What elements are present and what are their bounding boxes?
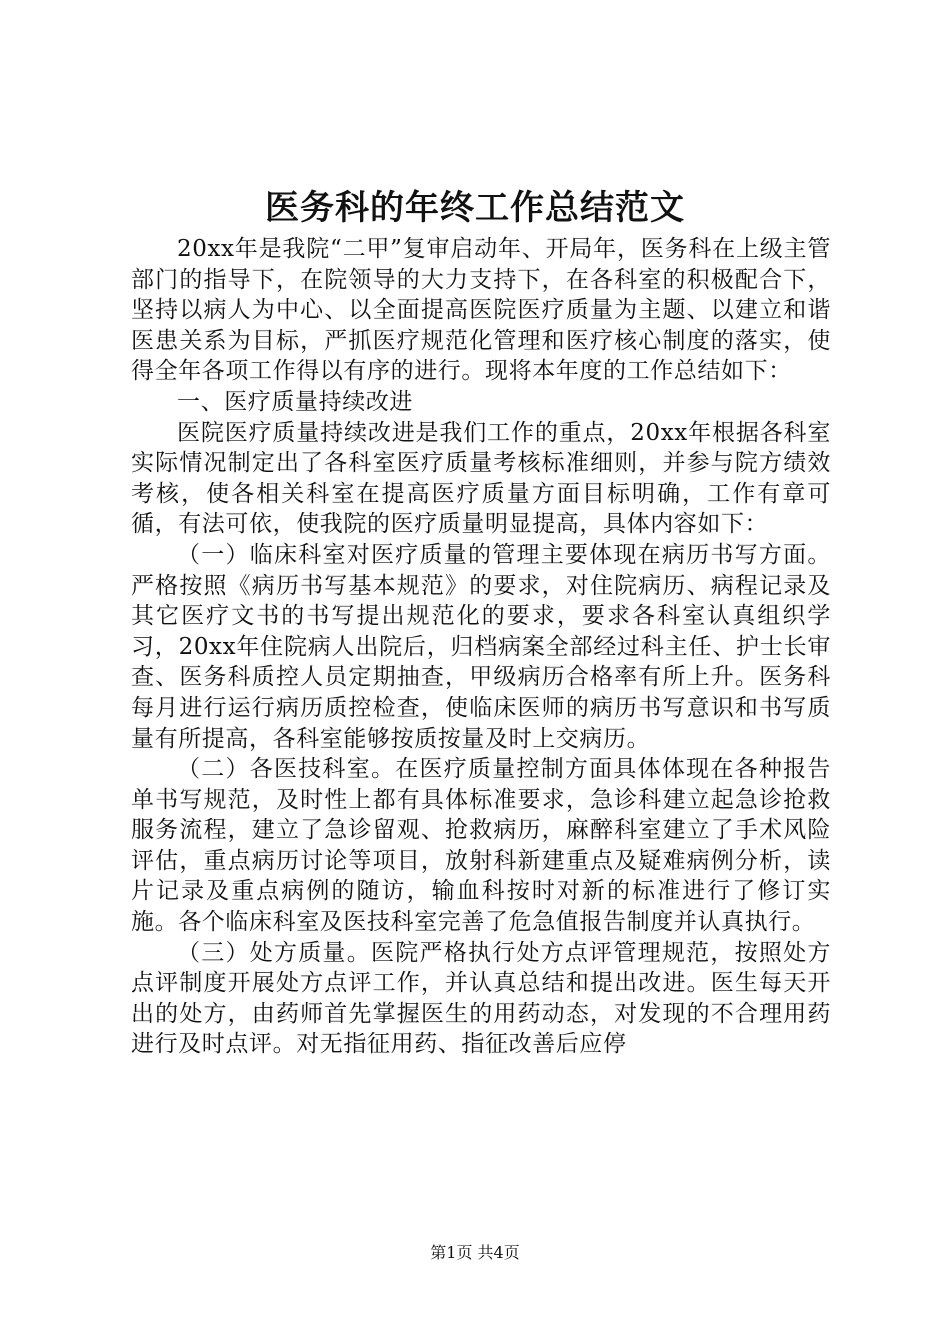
- paragraph-intro: 20xx年是我院“二甲”复审启动年、开局年，医务科在上级主管部门的指导下，在院领导的大力支持下，在各科室的积极配合下，坚持以病人为中心、以全面提高医院医疗质量为主题、以建立和谐医患关系为目标，严抓医疗规范化管理和医疗核心制度的落实，使得全年各项工作得以有序的进行。现将本年度的工作总结如下：: [131, 236, 831, 385]
- document-title: 医务科的年终工作总结范文: [265, 188, 685, 228]
- document-body: [131, 234, 831, 1060]
- paragraph-clinical-departments: （一）临床科室对医疗质量的管理主要体现在病历书写方面。严格按照《病历书写基本规范》的要求，对住院病历、病程记录及其它医疗文书的书写提出规范化的要求，要求各科室认真组织学习，20xx年住院病人出院后，归档病案全部经过科主任、护士长审查、医务科质控人员定期抽查，甲级病历合格率有所上升。医务科每月进行运行病历质控检查，使临床医师的病历书写意识和书写质量有所提高，各科室能够按质按量及时上交病历。: [131, 541, 831, 752]
- section-heading-quality: 一、医疗质量持续改进: [177, 388, 413, 415]
- paragraph-prescription-quality: （三）处方质量。医院严格执行处方点评管理规范，按照处方点评制度开展处方点评工作，并认真总结和提出改进。医生每天开出的处方，由药师首先掌握医生的用药动态，对发现的不合理用药进行及时点评。对无指征用药、指征改善后应停: [131, 939, 831, 1058]
- paragraph-quality-overview: 医院医疗质量持续改进是我们工作的重点，20xx年根据各科室实际情况制定出了各科室医疗质量考核标准细则，并参与院方绩效考核，使各相关科室在提高医疗质量方面目标明确，工作有章可循，有法可依，使我院的医疗质量明显提高，具体内容如下：: [131, 419, 831, 538]
- page-footer: 第1页 共4页: [430, 1243, 520, 1262]
- paragraph-medical-technology: （二）各医技科室。在医疗质量控制方面具体体现在各种报告单书写规范，及时性上都有具体标准要求，急诊科建立起急诊抢救服务流程，建立了急诊留观、抢救病历，麻醉科室建立了手术风险评估，重点病历讨论等项目，放射科新建重点及疑难病例分析，读片记录及重点病例的随访，输血科按时对新的标准进行了修订实施。各个临床科室及医技科室完善了危急值报告制度并认真执行。: [131, 756, 831, 936]
